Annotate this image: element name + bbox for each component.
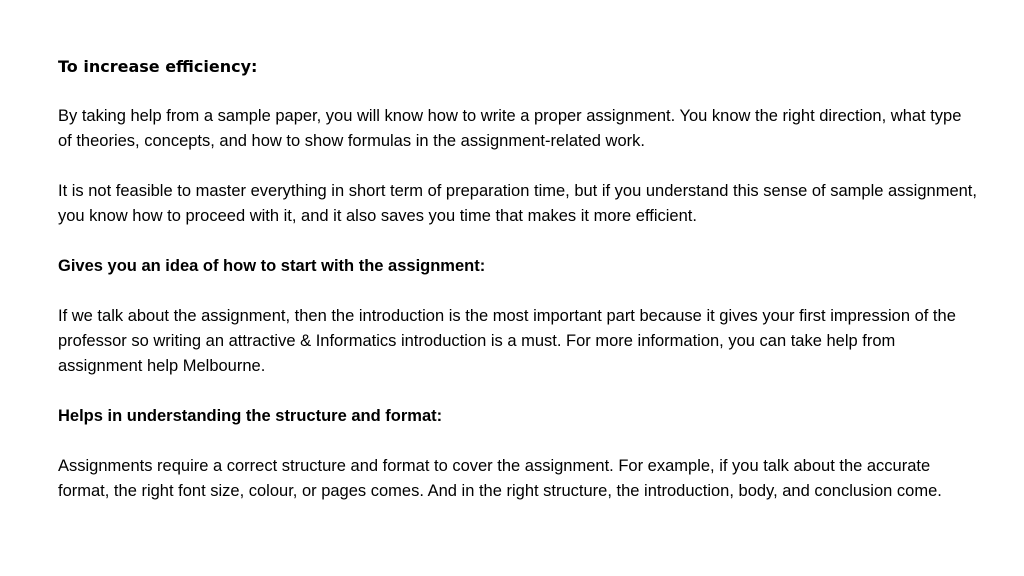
spacer: [58, 429, 978, 454]
section-heading-efficiency: To increase efficiency:: [58, 57, 258, 76]
spacer: [58, 379, 978, 404]
document-body: [58, 54, 978, 504]
spacer: [58, 79, 978, 104]
paragraph-introduction: If we talk about the assignment, then the introduction is the most important part because it gives your first impression of the professor so writing an attractive & Informatics introduction is a must. For more information, you can take help from assignment help Melbourne.: [58, 307, 956, 375]
section-heading-structure-format: Helps in understanding the structure and format:: [58, 407, 443, 425]
spacer: [58, 229, 978, 254]
paragraph-feasibility: It is not feasible to master everything in short term of preparation time, but if you understand this sense of sample assignment, you know how to proceed with it, and it also saves you time that makes it more efficient.: [58, 182, 977, 225]
spacer: [58, 154, 978, 179]
section-heading-start-assignment: Gives you an idea of how to start with the assignment:: [58, 257, 486, 275]
spacer: [58, 279, 978, 304]
paragraph-structure: Assignments require a correct structure and format to cover the assignment. For example, if you talk about the accurate format, the right font size, colour, or pages comes. And in the right structure, the introduction, body, and conclusion come.: [58, 457, 942, 500]
paragraph-sample-paper: By taking help from a sample paper, you will know how to write a proper assignment. You know the right direction, what type of theories, concepts, and how to show formulas in the assignment-related work.: [58, 107, 962, 150]
